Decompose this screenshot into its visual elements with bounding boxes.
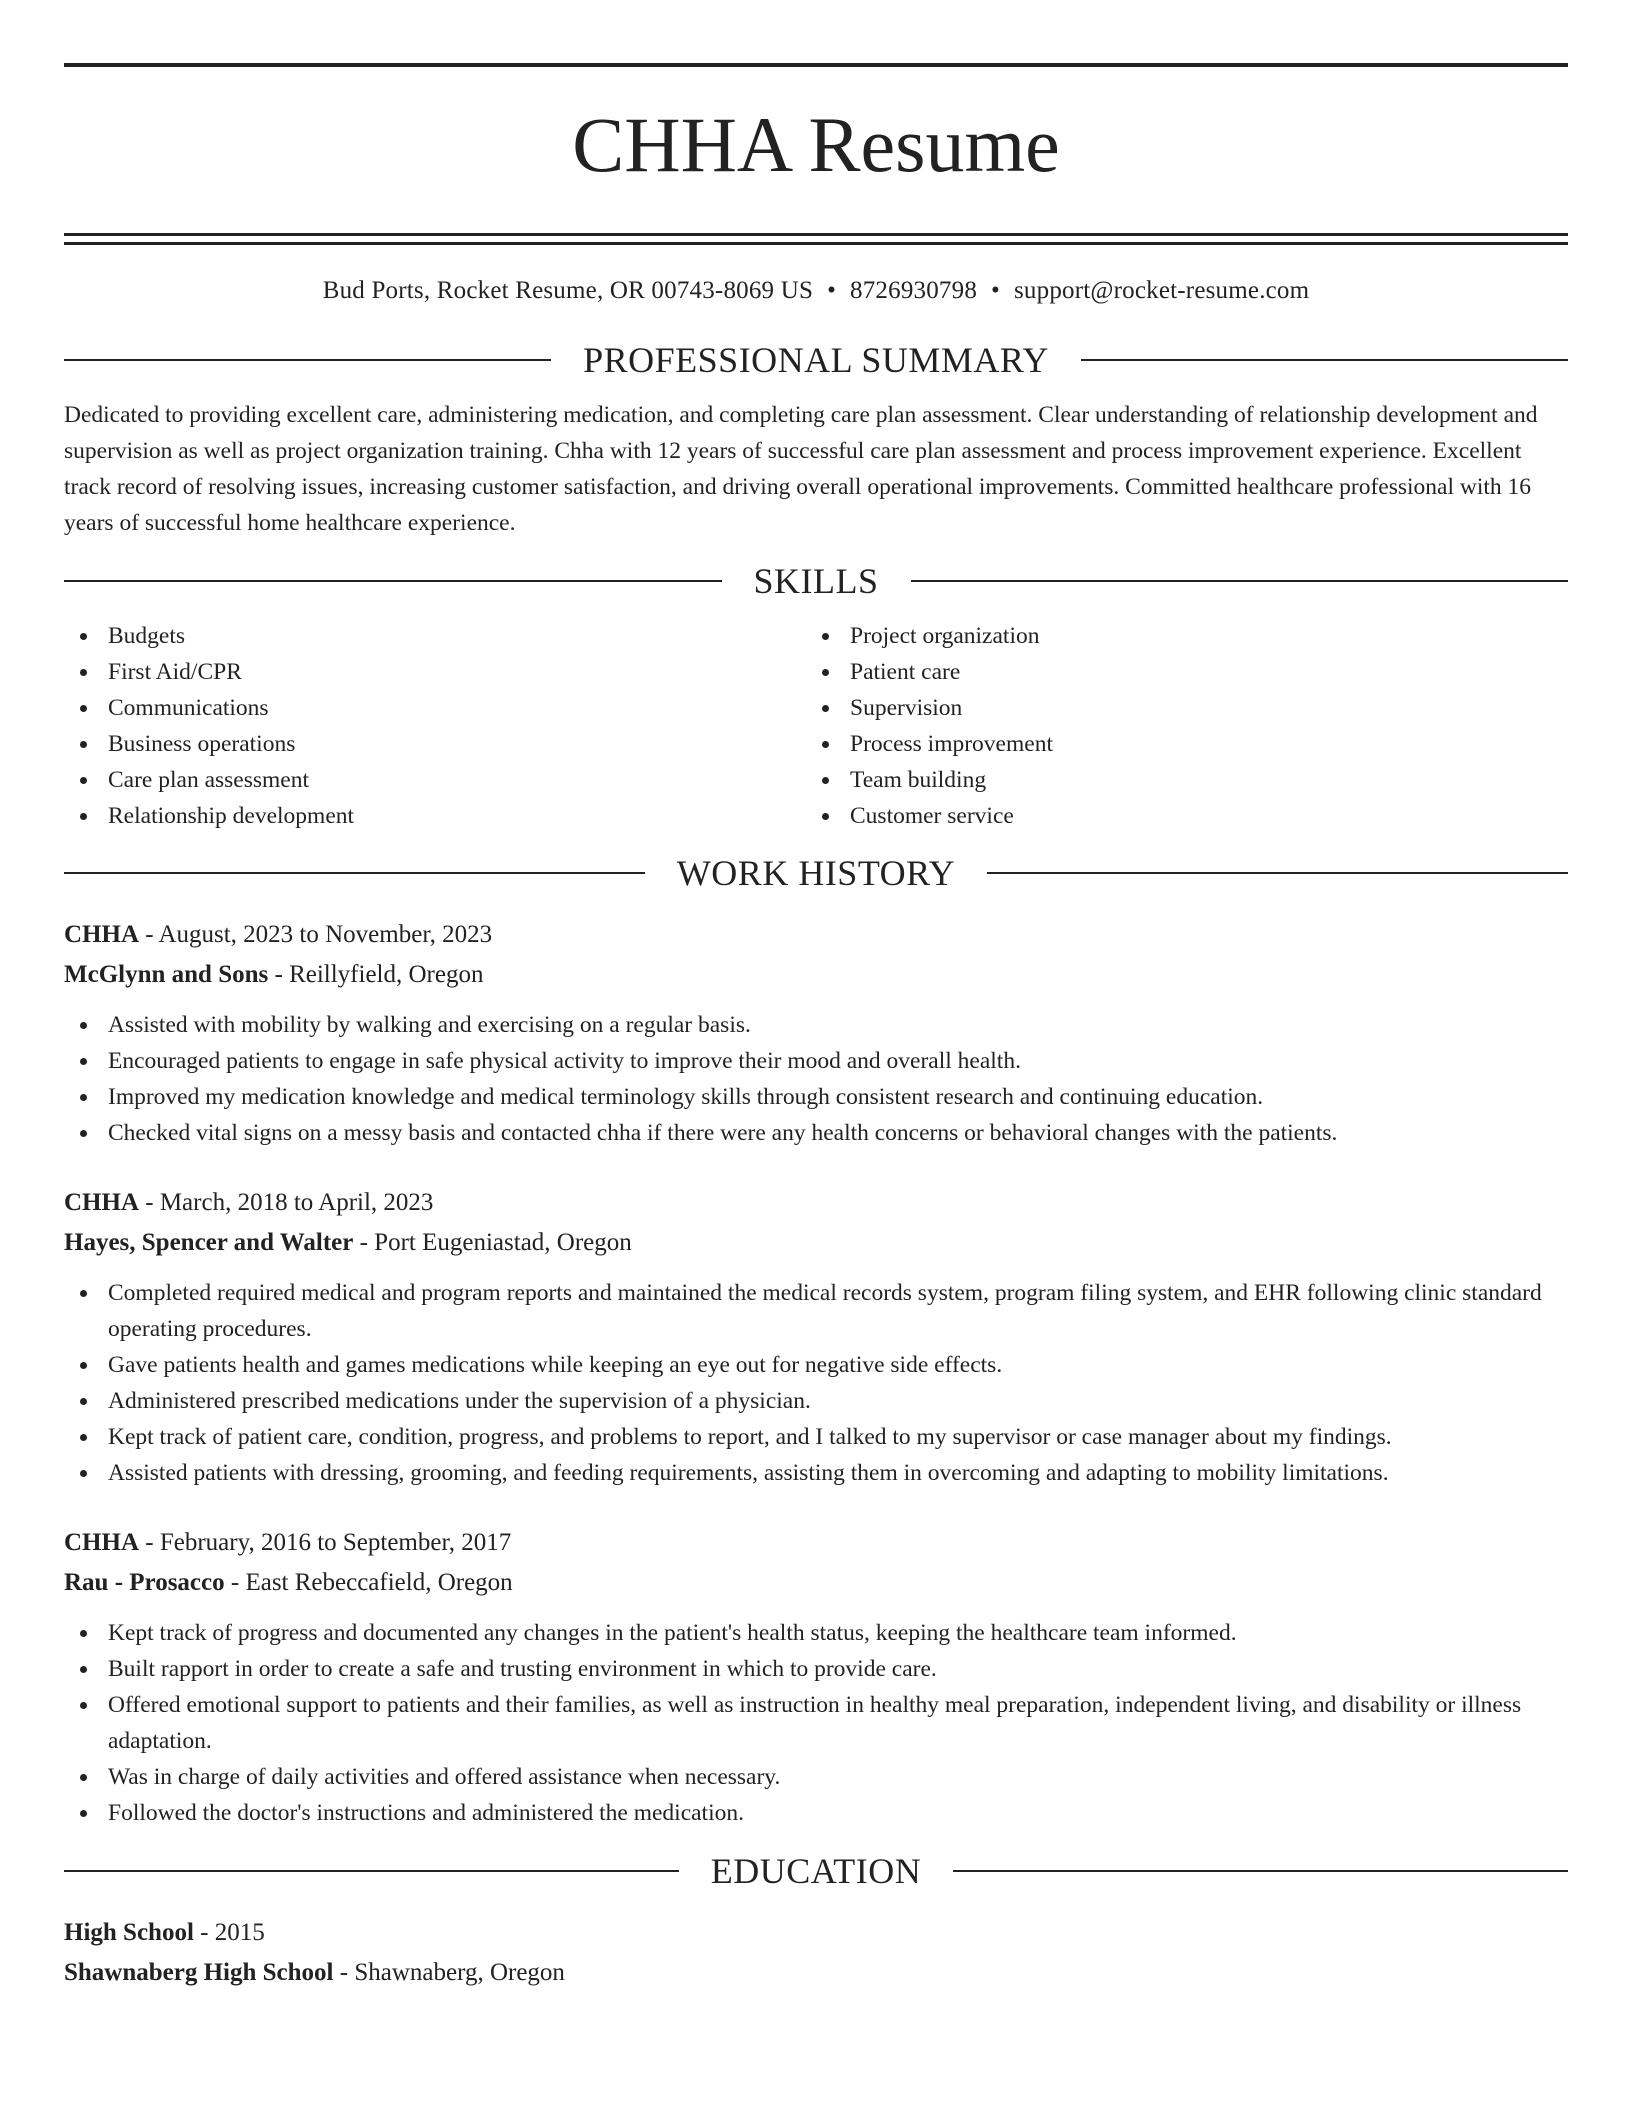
skill-item: Project organization <box>806 618 1548 654</box>
section-title-summary: PROFESSIONAL SUMMARY <box>583 340 1049 380</box>
skills-list <box>64 618 1568 834</box>
resume-title: CHHA Resume <box>572 101 1060 188</box>
job-bullet: Completed required medical and program reports and maintained the medical records system, program filing system, and EHR following clinic standard operating procedures. <box>64 1275 1568 1347</box>
section-heading-work <box>64 853 1568 893</box>
job-bullet: Assisted with mobility by walking and exercising on a regular basis. <box>64 1007 1568 1043</box>
job-bullet: Encouraged patients to engage in safe physical activity to improve their mood and overall health. <box>64 1043 1568 1079</box>
job-entry <box>64 1183 1568 1491</box>
job-bullet: Checked vital signs on a messy basis and contacted chha if there were any health concerns or behavioral changes with the patients. <box>64 1115 1568 1151</box>
job-bullet: Gave patients health and games medications while keeping an eye out for negative side effects. <box>64 1347 1568 1383</box>
skill-item: Process improvement <box>806 726 1548 762</box>
job-title: CHHA <box>64 1529 139 1556</box>
job-dates: - February, 2016 to September, 2017 <box>139 1529 512 1556</box>
heading-line <box>987 872 1568 874</box>
skill-item: Care plan assessment <box>64 762 806 798</box>
heading-line <box>911 580 1569 582</box>
education-school: Shawnaberg High School <box>64 1959 334 1986</box>
heading-line <box>64 1870 679 1872</box>
job-company-line <box>64 1563 1568 1603</box>
section-title-work: WORK HISTORY <box>676 853 956 893</box>
summary-text: Dedicated to providing excellent care, administering medication, and completing care plan assessment. Clear understanding of relationship development and supervision as well as project organization training. Chha with 12 years of successful care plan assessment and process improvement experience. Excellent track record of resolving issues, increasing customer satisfaction, and driving overall operational improvements. Committed healthcare professional with 16 years of successful home healthcare experience. <box>64 402 1538 536</box>
skill-item: Team building <box>806 762 1548 798</box>
job-company: McGlynn and Sons <box>64 961 269 988</box>
skill-item: First Aid/CPR <box>64 654 806 690</box>
skill-item: Relationship development <box>64 798 806 834</box>
job-title-line <box>64 1523 1568 1563</box>
skill-item: Customer service <box>806 798 1548 834</box>
job-company-line <box>64 955 1568 995</box>
job-location: - East Rebeccafield, Oregon <box>224 1569 513 1596</box>
education-location: - Shawnaberg, Oregon <box>333 1959 565 1986</box>
job-bullets <box>64 1007 1568 1151</box>
education-degree-line <box>64 1913 1568 1953</box>
job-bullet: Improved my medication knowledge and medical terminology skills through consistent research and continuing education. <box>64 1079 1568 1115</box>
job-company: Hayes, Spencer and Walter <box>64 1229 354 1256</box>
heading-line <box>64 580 722 582</box>
top-rule <box>64 63 1568 67</box>
skill-item: Supervision <box>806 690 1548 726</box>
job-location: - Reillyfield, Oregon <box>268 961 484 988</box>
job-bullet: Offered emotional support to patients and their families, as well as instruction in healthy meal preparation, independent living, and disability or illness adaptation. <box>64 1687 1568 1759</box>
section-heading-education <box>64 1851 1568 1891</box>
job-bullets <box>64 1615 1568 1831</box>
job-bullet: Followed the doctor's instructions and administered the medication. <box>64 1795 1568 1831</box>
job-company-line <box>64 1223 1568 1263</box>
contact-address: Bud Ports, Rocket Resume, OR 00743-8069 US <box>322 277 814 304</box>
job-title: CHHA <box>64 1189 139 1216</box>
contact-email: support@rocket-resume.com <box>1013 277 1310 304</box>
job-company: Rau - Prosacco <box>64 1569 225 1596</box>
section-title-education: EDUCATION <box>710 1851 922 1891</box>
job-bullet: Was in charge of daily activities and offered assistance when necessary. <box>64 1759 1568 1795</box>
contact-line <box>64 275 1568 307</box>
heading-line <box>64 872 645 874</box>
education-entry <box>64 1913 1568 1993</box>
job-bullet: Kept track of patient care, condition, progress, and problems to report, and I talked to my supervisor or case manager about my findings. <box>64 1419 1568 1455</box>
skills-column-right <box>806 618 1548 834</box>
job-dates: - August, 2023 to November, 2023 <box>139 921 493 948</box>
heading-line <box>953 1870 1568 1872</box>
education-degree: High School <box>64 1919 194 1946</box>
job-dates: - March, 2018 to April, 2023 <box>139 1189 434 1216</box>
job-bullet: Assisted patients with dressing, grooming, and feeding requirements, assisting them in overcoming and adapting to mobility limitations. <box>64 1455 1568 1491</box>
education-year: - 2015 <box>193 1919 265 1946</box>
skills-column-left <box>64 618 806 834</box>
contact-phone: 8726930798 <box>850 277 978 304</box>
job-title-line <box>64 1183 1568 1223</box>
job-title: CHHA <box>64 921 139 948</box>
job-title-line <box>64 915 1568 955</box>
job-bullet: Built rapport in order to create a safe and trusting environment in which to provide care. <box>64 1651 1568 1687</box>
heading-line <box>64 359 551 361</box>
skill-item: Communications <box>64 690 806 726</box>
section-heading-summary <box>64 340 1568 380</box>
skill-item: Business operations <box>64 726 806 762</box>
skill-item: Patient care <box>806 654 1548 690</box>
contact-separator: • <box>991 277 1000 304</box>
job-location: - Port Eugeniastad, Oregon <box>353 1229 632 1256</box>
section-heading-skills <box>64 561 1568 601</box>
job-bullet: Administered prescribed medications under the supervision of a physician. <box>64 1383 1568 1419</box>
job-bullet: Kept track of progress and documented any changes in the patient's health status, keeping the healthcare team informed. <box>64 1615 1568 1651</box>
title-double-rule <box>64 233 1568 245</box>
job-bullets <box>64 1275 1568 1491</box>
contact-separator: • <box>827 277 837 304</box>
section-title-skills: SKILLS <box>753 561 879 601</box>
job-entry <box>64 915 1568 1151</box>
skill-item: Budgets <box>64 618 806 654</box>
heading-line <box>1081 359 1568 361</box>
resume-page <box>64 0 1568 1993</box>
job-entry <box>64 1523 1568 1831</box>
education-school-line <box>64 1953 1568 1993</box>
